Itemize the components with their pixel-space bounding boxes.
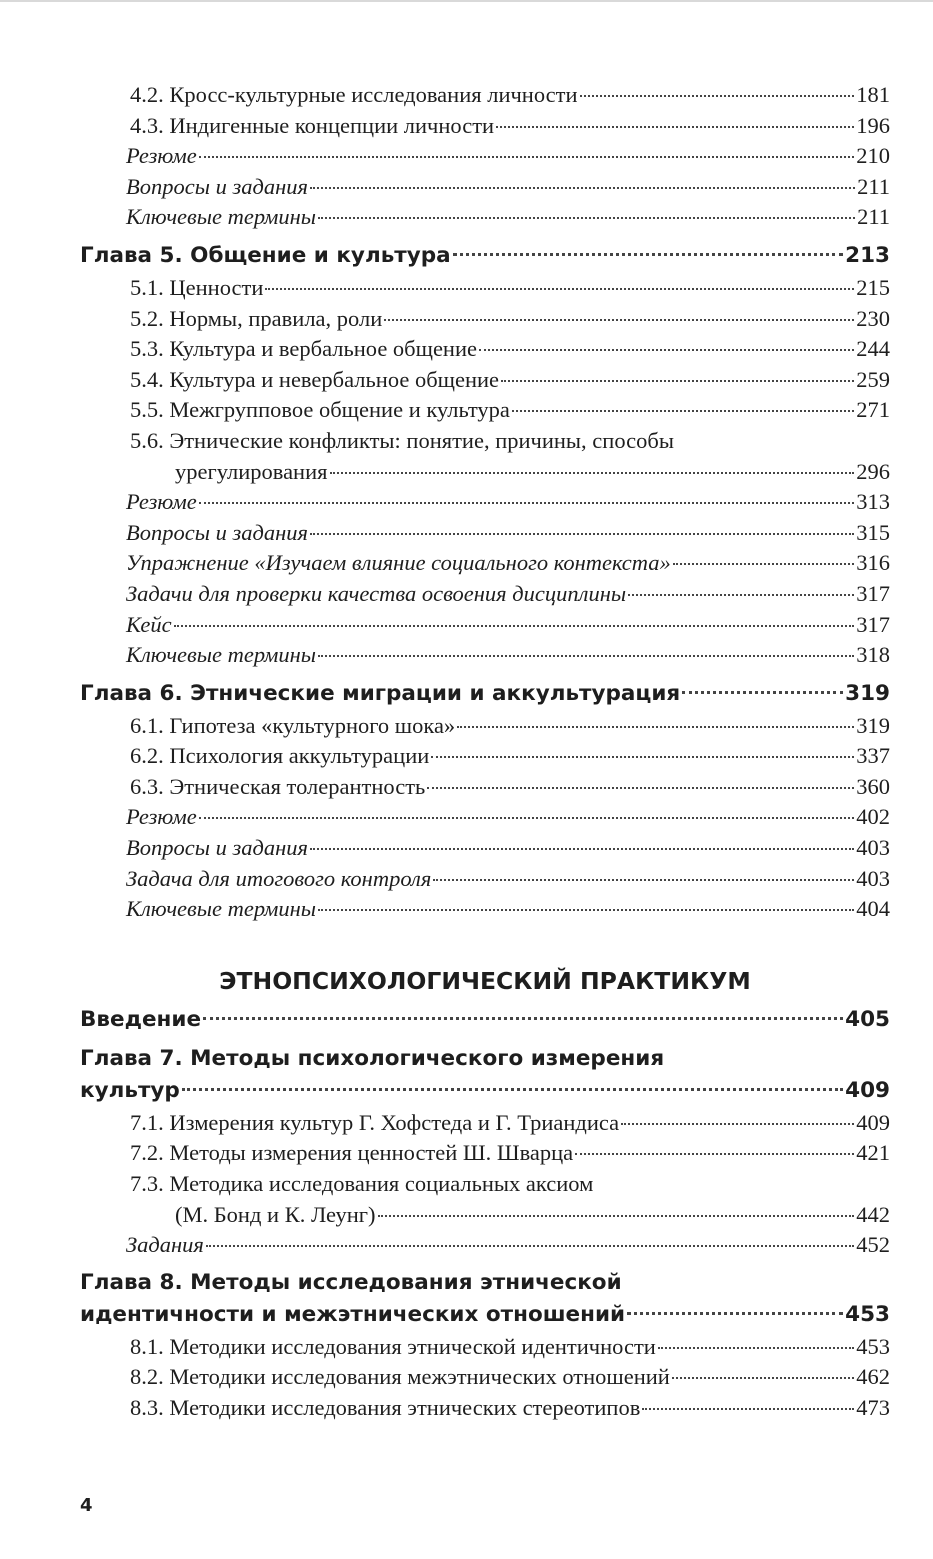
toc-entry-page: 317 [856,580,890,606]
toc-entry-title: Задача для итогового контроля [126,865,432,891]
toc-entry [80,518,890,549]
leader-dots [199,156,854,158]
leader-dots [575,1153,854,1155]
toc-entry-title: Вопросы и задания [126,519,308,545]
toc-entry-title: Ключевые термины [126,896,317,922]
toc-chapter [80,1003,890,1037]
toc-entry [80,273,890,304]
leader-dots [628,594,854,596]
toc-entry-page: 421 [856,1140,890,1166]
toc-chapter-page: 405 [845,1006,890,1032]
toc-chapter [80,1074,890,1108]
leader-dots [203,1017,843,1020]
leader-dots [318,909,854,911]
toc-entry [80,579,890,610]
toc-entry [80,548,890,579]
toc-entry-page: 316 [856,550,890,576]
leader-dots [182,1088,843,1091]
leader-dots [658,1347,854,1349]
toc-entry-page: 360 [856,773,890,799]
toc-entry-page: 404 [856,896,890,922]
leader-dots [433,879,854,881]
leader-dots [642,1408,854,1410]
toc-entry-page: 244 [856,336,890,362]
toc-entry [80,1108,890,1139]
toc-chapter-page: 409 [845,1077,890,1103]
toc-entry [80,741,890,772]
toc-entry-line1: 5.6. Этнические конфликты: понятие, причины, способы [130,427,674,453]
leader-dots [378,1215,855,1217]
leader-dots [318,655,854,657]
toc-entry [80,833,890,864]
toc-entry-page: 403 [856,865,890,891]
toc-entry-page: 442 [856,1201,890,1227]
toc-entry-page: 318 [856,642,890,668]
toc-entry-title: Упражнение «Изучаем влияние социального контекста» [126,550,671,576]
toc-entry-title: 5.4. Культура и невербальное общение [130,366,500,392]
leader-dots [479,349,854,351]
toc-chapter-title: культур [80,1077,180,1103]
toc-chapter-title: Глава 5. Общение и культура [80,242,451,268]
toc-entry-title: Резюме [126,804,197,830]
toc-entry [80,487,890,518]
leader-dots [453,253,843,256]
leader-dots [310,533,854,535]
toc-chapter [80,239,890,273]
toc-entry-page: 409 [856,1109,890,1135]
toc-chapter [80,677,890,711]
toc-entry-title: Резюме [126,489,197,515]
leader-dots [265,288,854,290]
toc-entry-page: 196 [856,112,890,138]
toc-chapter [80,1298,890,1332]
toc-entry-title: 5.5. Межгрупповое общение и культура [130,397,510,423]
toc-entry-title: Кейс [126,611,172,637]
toc-chapter-title: идентичности и межэтнических отношений [80,1301,626,1327]
toc-entry-title: 5.3. Культура и вербальное общение [130,336,478,362]
leader-dots [627,1312,843,1315]
toc-entry-page: 181 [856,82,890,107]
toc-entry [80,141,890,172]
toc-entry-title: Вопросы и задания [126,173,308,199]
page-number: 4 [80,1495,93,1516]
toc-entry-title: 5.1. Ценности [130,274,264,300]
leader-dots [310,187,855,189]
toc-entry [80,334,890,365]
toc-entry-page: 453 [856,1333,890,1359]
toc-chapter-page: 213 [845,242,890,268]
toc-chapter-page: 453 [845,1301,890,1327]
toc-entry-page: 211 [857,204,890,230]
toc-entry-page: 473 [856,1395,890,1420]
toc-entry [80,894,890,925]
toc-entry [80,80,890,111]
toc-entry-title: Резюме [126,143,197,169]
toc-entry [80,640,890,671]
toc-entry-title: 7.2. Методы измерения ценностей Ш. Шварца [130,1140,574,1166]
toc-entry-page: 403 [856,835,890,861]
toc-entry-page: 402 [856,804,890,830]
toc-entry [80,1138,890,1169]
toc-chapter-page: 319 [845,680,890,706]
toc-entry [80,864,890,895]
toc-entry-title: 8.1. Методики исследования этнической идентичности [130,1333,656,1359]
toc-entry-page: 317 [856,611,890,637]
leader-dots [206,1245,854,1247]
toc-entry-title: Вопросы и задания [126,835,308,861]
table-of-contents [80,80,890,1424]
toc-entry-page: 319 [856,712,890,738]
toc-entry-title: 6.3. Этническая толерантность [130,773,426,799]
toc-entry [80,1332,890,1363]
toc-entry [80,610,890,641]
toc-entry [80,1200,890,1231]
toc-entry-title: 8.2. Методики исследования межэтнических отношений [130,1364,670,1390]
toc-entry-page: 315 [856,519,890,545]
leader-dots [501,380,854,382]
toc-entry-title: урегулирования [175,458,328,484]
toc-entry-title: 8.3. Методики исследования этнических стереотипов [130,1395,641,1420]
leader-dots [512,410,854,412]
toc-entry [80,172,890,203]
toc-entry [80,772,890,803]
toc-entry [80,1230,890,1261]
toc-entry-page: 337 [856,743,890,769]
toc-entry [80,202,890,233]
toc-entry [80,395,890,426]
leader-dots [330,472,855,474]
toc-chapter-line1: Глава 7. Методы психологического измерения [80,1045,665,1071]
toc-entry-page: 230 [856,305,890,331]
toc-entry-title: Задачи для проверки качества освоения дисциплины [126,580,627,606]
toc-entry-title: 6.1. Гипотеза «культурного шока» [130,712,456,738]
toc-entry-page: 215 [856,274,890,300]
toc-entry [80,365,890,396]
toc-entry-page: 210 [856,143,890,169]
leader-dots [318,217,855,219]
toc-entry-page: 271 [856,397,890,423]
leader-dots [672,1377,854,1379]
toc-entry [80,457,890,488]
leader-dots [496,126,854,128]
toc-entry-title: 5.2. Нормы, правила, роли [130,305,383,331]
leader-dots [199,817,854,819]
toc-entry-title: 4.3. Индигенные концепции личности [130,112,495,138]
toc-entry-line1: 7.3. Методика исследования социальных аксиом [130,1171,594,1197]
leader-dots [310,848,854,850]
leader-dots [199,502,854,504]
toc-entry [80,304,890,335]
toc-entry-title: Ключевые термины [126,642,317,668]
toc-entry [80,711,890,742]
leader-dots [427,787,854,789]
toc-entry [80,111,890,142]
toc-entry-title: (М. Бонд и К. Леунг) [175,1201,376,1227]
toc-entry-title: 4.2. Кросс-культурные исследования личности [130,82,578,107]
leader-dots [621,1123,854,1125]
toc-chapter-title: Введение [80,1006,202,1032]
leader-dots [384,319,854,321]
toc-entry [80,802,890,833]
top-border [0,0,933,2]
toc-entry-title: Ключевые термины [126,204,317,230]
leader-dots [580,95,855,97]
toc-entry-title: 6.2. Психология аккультурации [130,743,430,769]
toc-entry-page: 211 [857,173,890,199]
toc-entry-page: 462 [856,1364,890,1390]
toc-entry [80,1393,890,1424]
toc-entry-page: 259 [856,366,890,392]
toc-entry-page: 296 [856,458,890,484]
toc-entry-page: 313 [856,489,890,515]
leader-dots [682,691,843,694]
section-heading: ЭТНОПСИХОЛОГИЧЕСКИЙ ПРАКТИКУМ [219,966,751,995]
leader-dots [174,625,855,627]
toc-entry-title: 7.1. Измерения культур Г. Хофстеда и Г. Триандиса [130,1109,620,1135]
leader-dots [457,726,854,728]
toc-entry-title: Задания [126,1232,204,1258]
leader-dots [673,563,855,565]
toc-chapter-line1: Глава 8. Методы исследования этнической [80,1269,622,1295]
toc-chapter-title: Глава 6. Этнические миграции и аккультурация [80,680,681,706]
toc-entry [80,1362,890,1393]
toc-entry-page: 452 [856,1232,890,1258]
leader-dots [431,756,854,758]
